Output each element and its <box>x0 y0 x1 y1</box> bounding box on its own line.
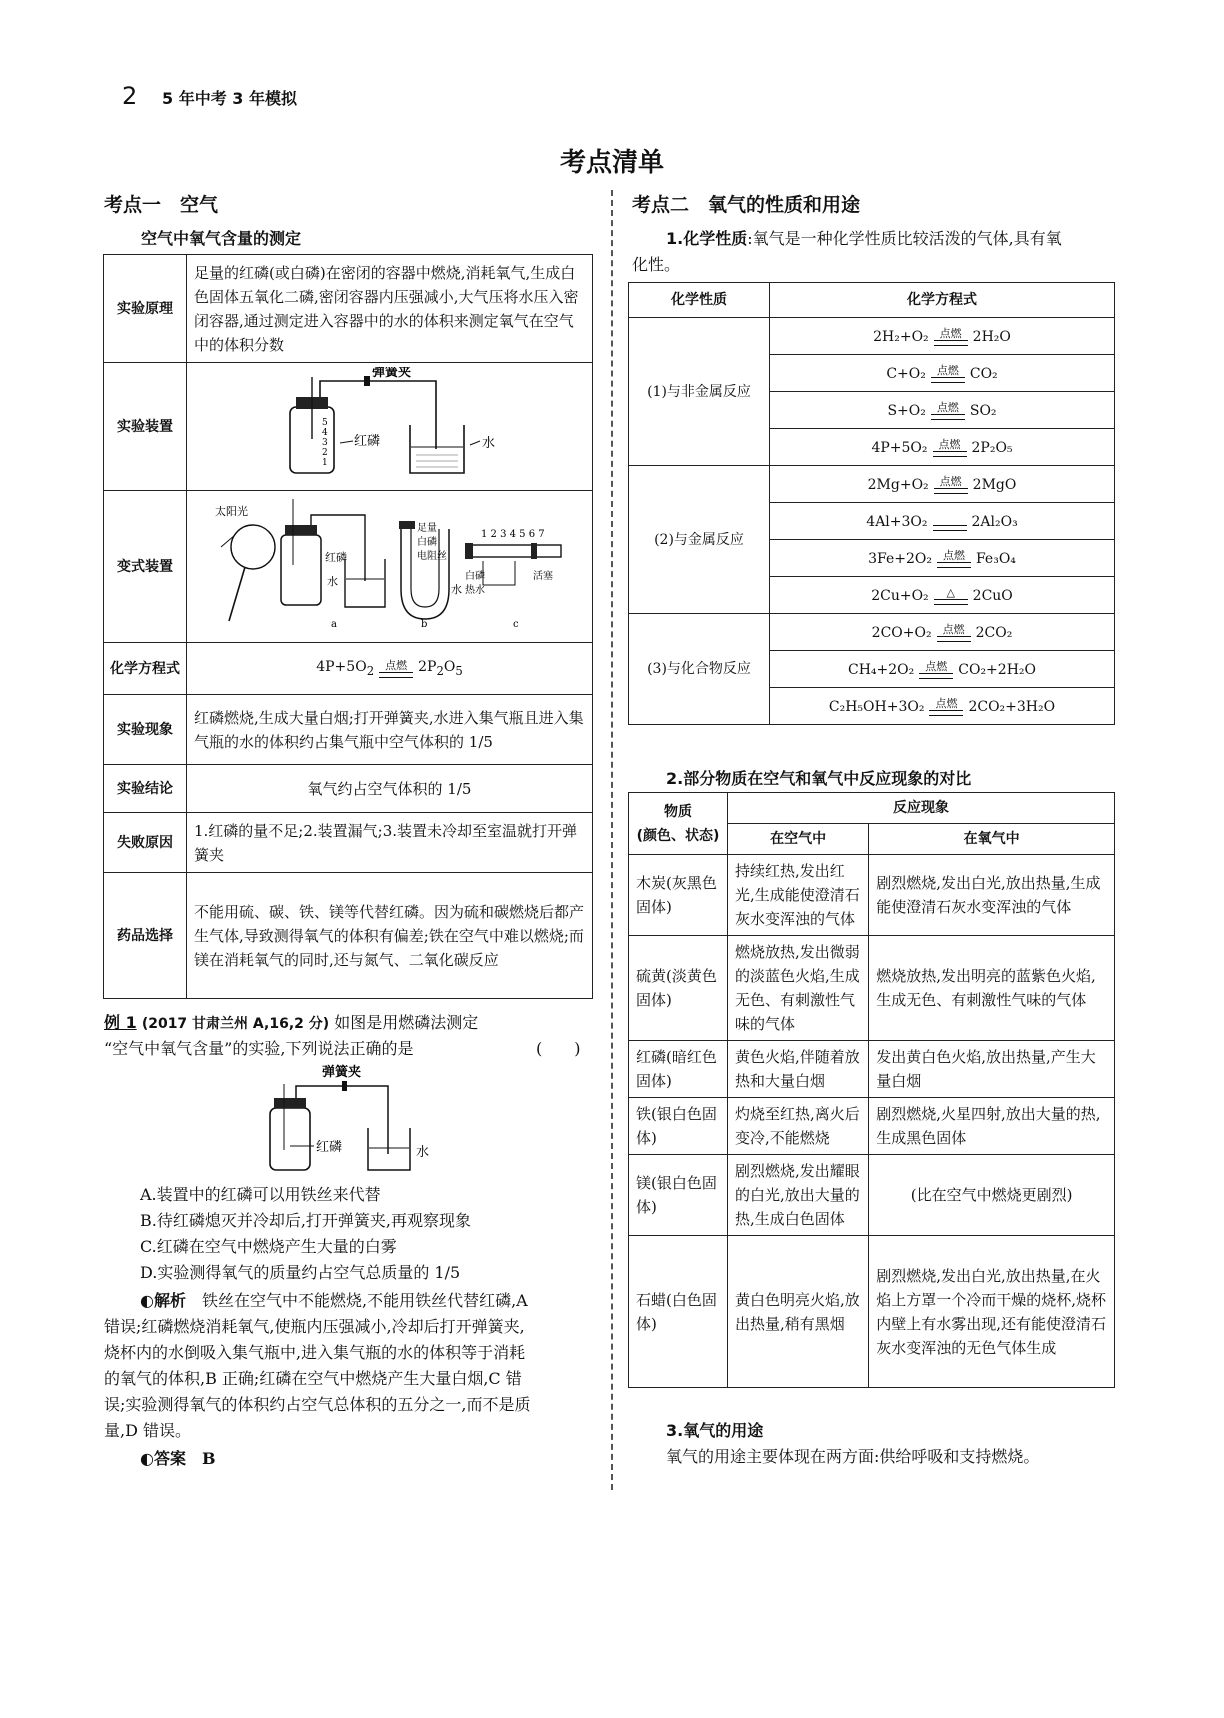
condition-text: 点燃 <box>942 622 965 636</box>
chem-group-name: (3)与化合物反应 <box>629 614 770 725</box>
variant-c-scale: 1 2 3 4 5 6 7 <box>480 529 545 540</box>
chem-equation <box>770 318 1115 355</box>
chem-header-equation: 化学方程式 <box>770 283 1115 318</box>
equation-condition <box>937 550 971 568</box>
apparatus-clamp-label: 弹簧夹 <box>371 367 411 380</box>
label-variant: 变式装置 <box>104 491 187 643</box>
variant-a-water: 水 <box>326 575 338 588</box>
uses-text: 氧气的用途主要体现在两方面:供给呼吸和支持燃烧。 <box>666 1447 1040 1466</box>
answer-icon: ◐ <box>140 1449 154 1468</box>
equation-products: 2Al₂O₃ <box>971 513 1018 530</box>
subsection-title: 空气中氧气含量的测定 <box>141 229 302 248</box>
scale-3: 3 <box>321 438 328 448</box>
condition-text: 点燃 <box>942 548 965 562</box>
obs-header-air: 在空气中 <box>728 824 869 855</box>
equation-reactants: C+O₂ <box>886 365 926 382</box>
apparatus-figure <box>187 363 593 491</box>
experiment-table <box>103 254 593 999</box>
book-title: 5 年中考 3 年模拟 <box>162 89 297 108</box>
eq-right-sub2: 5 <box>455 663 463 678</box>
obs-in-air: 灼烧至红热,离火后变冷,不能燃烧 <box>728 1098 869 1155</box>
chem-header-property: 化学性质 <box>629 283 770 318</box>
chem-equation <box>770 688 1115 725</box>
equation-reactants: 4P+5O₂ <box>871 439 928 456</box>
equation-products: 2CO₂+3H₂O <box>968 698 1056 715</box>
obs-in-air: 黄色火焰,伴随着放热和大量白烟 <box>728 1041 869 1098</box>
equation-reactants: 4Al+3O₂ <box>866 513 928 530</box>
chem-equation <box>770 466 1115 503</box>
equation-products: Fe₃O₄ <box>975 550 1016 567</box>
equation <box>316 655 463 683</box>
chem-equation <box>770 614 1115 651</box>
chem-row <box>629 466 1115 503</box>
equation-condition <box>931 365 965 383</box>
equation-reactants: 3Fe+2O₂ <box>868 550 932 567</box>
fig-water-label: 水 <box>416 1145 430 1160</box>
comparison-title: 2.部分物质在空气和氧气中反应现象的对比 <box>666 769 972 788</box>
obs-in-oxygen: 剧烈燃烧,发出白光,放出热量,在火焰上方罩一个冷而干燥的烧杯,烧杯内壁上有水雾出现,还有能使澄清石灰水变浑浊的无色气体生成 <box>869 1236 1115 1388</box>
answer-line <box>140 1446 216 1472</box>
variant-diagram <box>215 495 565 631</box>
equation-cell <box>187 643 593 695</box>
obs-header-oxygen: 在氧气中 <box>869 824 1115 855</box>
answer-bracket: ( ) <box>536 1039 581 1058</box>
equation-condition <box>933 513 967 531</box>
obs-row <box>629 1155 1115 1236</box>
eq-right-sub1: 2 <box>436 663 444 678</box>
analysis-line-6: 量,D 错误。 <box>104 1421 192 1440</box>
eq-left-sub: 2 <box>366 663 375 678</box>
equation-reactants: 2H₂+O₂ <box>873 328 929 345</box>
chem-equation <box>770 429 1115 466</box>
variant-c-hot: 热水 <box>464 585 485 596</box>
variant-b-water: 水 <box>450 583 462 596</box>
condition-text: 点燃 <box>938 437 961 451</box>
obs-header-sub1: 物质 <box>664 803 692 820</box>
equation-products: 2MgO <box>972 476 1017 493</box>
analysis-line-4: 的氧气的体积,B 正确;红磷在空气中燃烧产生大量白烟,C 错 <box>104 1369 522 1388</box>
equation-reactants: 2CO+O₂ <box>871 624 932 641</box>
chem-row <box>629 614 1115 651</box>
equation-products: 2H₂O <box>972 328 1011 345</box>
equation-products: 2P₂O₅ <box>971 439 1013 456</box>
analysis-line-5: 误;实验测得氧气的体积约占空气总体积的五分之一,而不是质 <box>104 1395 531 1414</box>
obs-substance: 镁(银白色固体) <box>629 1155 728 1236</box>
variant-c-tag: c <box>512 619 519 630</box>
eq-right-o: O <box>443 659 456 676</box>
analysis-label: 解析 <box>153 1291 186 1310</box>
chem-row <box>629 318 1115 355</box>
scale-4: 4 <box>321 428 328 438</box>
variant-b-resist: 电阻丝 <box>416 551 447 562</box>
analysis-line-1: 铁丝在空气中不能燃烧,不能用铁丝代替红磷,A <box>202 1291 528 1310</box>
chem-group-name: (2)与金属反应 <box>629 466 770 614</box>
obs-header-substance <box>629 793 728 855</box>
chem-property-line-1 <box>666 226 1116 252</box>
example-stem <box>104 1010 594 1037</box>
obs-in-oxygen: 剧烈燃烧,发出白光,放出热量,生成能使澄清石灰水变浑浊的气体 <box>869 855 1115 936</box>
equation-products: CO₂+2H₂O <box>958 661 1036 678</box>
equation-reactants: 2Cu+O₂ <box>871 587 929 604</box>
condition-text <box>948 513 952 525</box>
scale-2: 2 <box>321 448 328 458</box>
equation-condition <box>931 402 965 420</box>
condition-text: 点燃 <box>925 659 948 673</box>
scale-1: 1 <box>321 458 328 468</box>
chem-property-line-2: 化性。 <box>632 255 681 274</box>
variant-c-white: 白磷 <box>464 571 485 582</box>
obs-header-sub2: (颜色、状态) <box>636 827 720 844</box>
chem-property-label: 1.化学性质 <box>666 229 748 248</box>
equation-condition <box>933 439 967 457</box>
apparatus-p-label: 红磷 <box>353 434 380 449</box>
label-principle: 实验原理 <box>104 255 187 363</box>
section-title-oxygen: 考点二 氧气的性质和用途 <box>632 194 861 216</box>
obs-substance: 硫黄(淡黄色固体) <box>629 936 728 1041</box>
obs-in-oxygen: 剧烈燃烧,火星四射,放出大量的热,生成黑色固体 <box>869 1098 1115 1155</box>
eq-condition <box>379 660 413 678</box>
sunlight-label: 太阳光 <box>214 505 248 518</box>
variant-a-tag: a <box>330 619 337 630</box>
equation-condition <box>934 328 968 346</box>
chemical-equations-table <box>628 282 1115 725</box>
eq-right: 2P <box>418 659 437 676</box>
obs-in-oxygen: (比在空气中燃烧更剧烈) <box>869 1155 1115 1236</box>
answer-value: B <box>202 1449 216 1468</box>
obs-substance: 木炭(灰黑色固体) <box>629 855 728 936</box>
variant-b-tag: b <box>420 619 427 630</box>
obs-in-air: 持续红热,发出红光,生成能使澄清石灰水变浑浊的气体 <box>728 855 869 936</box>
option-d: D.实验测得氧气的质量约占空气总质量的 1/5 <box>140 1263 461 1282</box>
obs-substance: 红磷(暗红色固体) <box>629 1041 728 1098</box>
variant-b-foot: 足量 <box>416 523 437 534</box>
label-failure: 失败原因 <box>104 813 187 873</box>
chem-equation <box>770 577 1115 614</box>
obs-in-air: 剧烈燃烧,发出耀眼的白光,放出大量的热,生成白色固体 <box>728 1155 869 1236</box>
option-a: A.装置中的红磷可以用铁丝来代替 <box>140 1185 381 1204</box>
obs-row <box>629 936 1115 1041</box>
text-conclusion: 氧气约占空气体积的 1/5 <box>187 765 593 813</box>
fig-p-label: 红磷 <box>316 1140 343 1155</box>
apparatus-water-label: 水 <box>481 436 495 451</box>
example-figure <box>250 1064 450 1174</box>
text-reagent: 不能用硫、碳、铁、镁等代替红磷。因为硫和碳燃烧后都产生气体,导致测得氧气的体积有偏差;铁在空气中难以燃烧;而镁在消耗氧气的同时,还与氮气、二氧化碳反应 <box>187 873 593 999</box>
analysis-line-2: 错误;红磷燃烧消耗氧气,使瓶内压强减小,冷却后打开弹簧夹, <box>104 1317 525 1336</box>
equation-reactants: CH₄+2O₂ <box>847 661 915 678</box>
variant-figure <box>187 491 593 643</box>
variant-b-white: 白磷 <box>416 537 437 548</box>
uses-title: 3.氧气的用途 <box>666 1421 764 1440</box>
condition-text: 点燃 <box>936 363 959 377</box>
obs-in-oxygen: 发出黄白色火焰,放出热量,产生大量白烟 <box>869 1041 1115 1098</box>
obs-in-air: 燃烧放热,发出微弱的淡蓝色火焰,生成无色、有刺激性气味的气体 <box>728 936 869 1041</box>
variant-c-piston: 活塞 <box>532 571 553 582</box>
condition-text: 点燃 <box>935 696 958 710</box>
page-title: 考点清单 <box>559 148 664 178</box>
obs-row <box>629 1236 1115 1388</box>
equation-condition <box>934 476 968 494</box>
obs-in-oxygen: 燃烧放热,发出明亮的蓝紫色火焰,生成无色、有刺激性气味的气体 <box>869 936 1115 1041</box>
obs-header-phenomenon: 反应现象 <box>728 793 1115 824</box>
condition-text: 点燃 <box>936 400 959 414</box>
example-label: 例 1 <box>104 1013 137 1032</box>
text-failure: 1.红磷的量不足;2.装置漏气;3.装置未冷却至室温就打开弹簧夹 <box>187 813 593 873</box>
label-conclusion: 实验结论 <box>104 765 187 813</box>
eq-cond-text: 点燃 <box>385 658 408 672</box>
scale-5: 5 <box>321 418 328 428</box>
label-reagent: 药品选择 <box>104 873 187 999</box>
analysis-first-line <box>140 1288 528 1314</box>
example-source: (2017 甘肃兰州 A,16,2 分) <box>141 1016 330 1032</box>
equation-condition <box>937 624 971 642</box>
chem-equation <box>770 392 1115 429</box>
chem-group-name: (1)与非金属反应 <box>629 318 770 466</box>
equation-products: SO₂ <box>969 402 997 419</box>
analysis-icon: ◐ <box>140 1291 154 1310</box>
obs-in-air: 黄白色明亮火焰,放出热量,稍有黑烟 <box>728 1236 869 1388</box>
obs-row <box>629 1098 1115 1155</box>
equation-condition <box>934 587 968 605</box>
example-stem-1: 如图是用燃磷法测定 <box>334 1013 479 1032</box>
obs-row <box>629 1041 1115 1098</box>
apparatus-diagram <box>260 367 520 479</box>
variant-a-p: 红磷 <box>324 551 347 564</box>
text-principle: 足量的红磷(或白磷)在密闭的容器中燃烧,消耗氧气,生成白色固体五氧化二磷,密闭容器内压强减小,大气压将水压入密闭容器,通过测定进入容器中的水的体积来测定氧气在空气中的体积分数 <box>187 255 593 363</box>
eq-left: 4P+5O <box>316 659 367 676</box>
example-stem-2: “空气中氧气含量”的实验,下列说法正确的是 <box>104 1039 414 1058</box>
condition-text: 点燃 <box>939 474 962 488</box>
obs-substance: 铁(银白色固体) <box>629 1098 728 1155</box>
equation-reactants: 2Mg+O₂ <box>867 476 929 493</box>
equation-condition <box>929 698 963 716</box>
label-apparatus: 实验装置 <box>104 363 187 491</box>
page-number: 2 <box>122 82 138 110</box>
condition-text: 点燃 <box>939 326 962 340</box>
equation-reactants: C₂H₅OH+3O₂ <box>828 698 925 715</box>
equation-products: 2CO₂ <box>975 624 1013 641</box>
section-title-air: 考点一 空气 <box>104 194 219 216</box>
chem-equation <box>770 355 1115 392</box>
label-phenomenon: 实验现象 <box>104 695 187 765</box>
column-divider <box>611 190 613 1490</box>
chem-property-text: :氧气是一种化学性质比较活泼的气体,具有氧 <box>747 229 1062 248</box>
obs-substance: 石蜡(白色固体) <box>629 1236 728 1388</box>
equation-condition <box>919 661 953 679</box>
phenomena-table <box>628 792 1115 1388</box>
chem-equation <box>770 651 1115 688</box>
answer-label: 答案 <box>153 1449 186 1468</box>
analysis-line-3: 烧杯内的水倒吸入集气瓶中,进入集气瓶的水的体积等于消耗 <box>104 1343 526 1362</box>
fig-clamp-label: 弹簧夹 <box>322 1065 362 1080</box>
text-phenomenon: 红磷燃烧,生成大量白烟;打开弹簧夹,水进入集气瓶且进入集气瓶的水的体积约占集气瓶中空气体积的 1/5 <box>187 695 593 765</box>
option-c: C.红磷在空气中燃烧产生大量的白雾 <box>140 1237 397 1256</box>
condition-text: △ <box>946 585 955 599</box>
label-equation: 化学方程式 <box>104 643 187 695</box>
equation-products: 2CuO <box>972 587 1013 604</box>
option-b: B.待红磷熄灭并冷却后,打开弹簧夹,再观察现象 <box>140 1211 472 1230</box>
equation-products: CO₂ <box>969 365 998 382</box>
chem-equation <box>770 503 1115 540</box>
equation-reactants: S+O₂ <box>887 402 926 419</box>
obs-row <box>629 855 1115 936</box>
chem-equation <box>770 540 1115 577</box>
